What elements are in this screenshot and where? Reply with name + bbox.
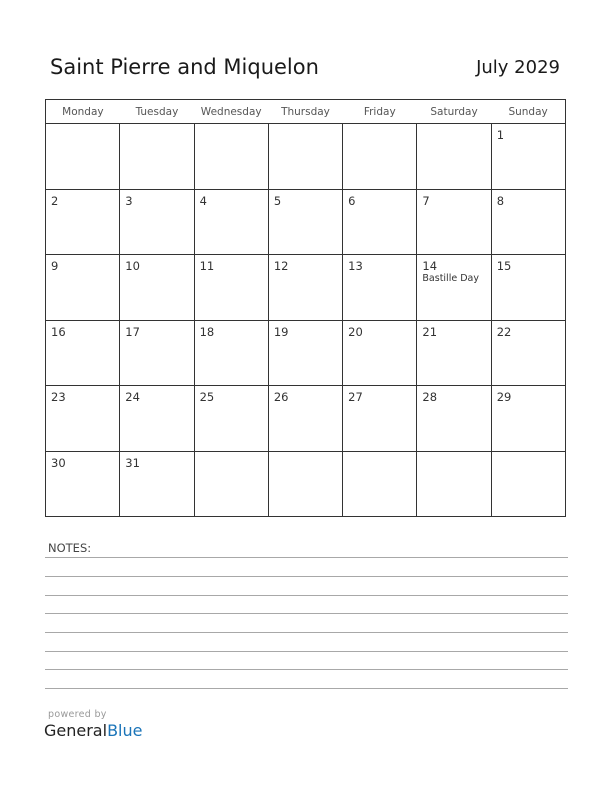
day-cell xyxy=(268,386,342,452)
weekday-header: Monday xyxy=(46,100,120,124)
day-cell xyxy=(194,386,268,452)
day-number: 20 xyxy=(348,324,363,339)
brand-general-text: General xyxy=(44,721,108,740)
day-cell xyxy=(343,320,417,386)
day-cell xyxy=(491,124,565,190)
weekday-header-row xyxy=(46,100,566,124)
notes-label: NOTES: xyxy=(48,541,92,555)
brand-logo[interactable] xyxy=(44,721,142,740)
note-line xyxy=(45,688,568,689)
day-cell xyxy=(343,451,417,517)
day-number: 31 xyxy=(125,455,140,470)
day-cell xyxy=(268,255,342,321)
day-cell xyxy=(417,320,491,386)
day-cell xyxy=(46,124,120,190)
holiday-label: Bastille Day xyxy=(422,273,479,284)
day-number: 8 xyxy=(496,193,505,208)
day-number: 24 xyxy=(125,390,140,404)
day-number: 13 xyxy=(348,259,363,273)
brand-blue-text: Blue xyxy=(107,721,143,740)
day-cell xyxy=(343,386,417,452)
day-cell xyxy=(417,451,491,517)
weekday-header: Wednesday xyxy=(194,100,268,124)
note-line xyxy=(45,557,568,558)
day-number: 27 xyxy=(348,390,363,404)
note-line xyxy=(45,595,568,596)
day-cell xyxy=(417,255,491,321)
day-number: 26 xyxy=(273,390,289,404)
week-row xyxy=(46,189,566,255)
week-row xyxy=(46,124,566,190)
day-number: 16 xyxy=(51,324,66,339)
day-number: 15 xyxy=(496,259,512,273)
day-cell xyxy=(120,189,194,255)
day-cell xyxy=(491,255,565,321)
day-number: 6 xyxy=(348,193,356,208)
week-row xyxy=(46,320,566,386)
day-cell xyxy=(268,124,342,190)
weekday-header: Sunday xyxy=(491,100,565,124)
day-cell xyxy=(343,189,417,255)
day-cell xyxy=(46,320,120,386)
note-line xyxy=(45,576,568,577)
day-cell xyxy=(120,255,194,321)
day-number: 7 xyxy=(422,193,430,208)
day-cell xyxy=(491,189,565,255)
month-label: July 2029 xyxy=(476,57,560,78)
day-number: 14 xyxy=(422,259,438,273)
day-number: 18 xyxy=(199,324,215,339)
day-cell xyxy=(343,124,417,190)
day-cell xyxy=(268,189,342,255)
day-cell xyxy=(46,451,120,517)
day-cell xyxy=(491,386,565,452)
day-number: 3 xyxy=(125,193,133,208)
day-cell xyxy=(120,320,194,386)
day-cell xyxy=(268,451,342,517)
day-number: 12 xyxy=(273,259,289,273)
note-line xyxy=(45,669,568,670)
day-number: 10 xyxy=(125,259,140,273)
day-cell xyxy=(194,189,268,255)
day-number: 19 xyxy=(273,324,289,339)
note-line xyxy=(45,632,568,633)
day-number: 23 xyxy=(51,390,66,404)
day-cell xyxy=(491,451,565,517)
day-number: 4 xyxy=(199,193,207,208)
day-cell xyxy=(417,386,491,452)
day-cell xyxy=(194,451,268,517)
day-number: 25 xyxy=(199,390,215,404)
day-cell xyxy=(120,124,194,190)
weekday-header: Thursday xyxy=(268,100,342,124)
day-cell xyxy=(343,255,417,321)
day-cell xyxy=(194,320,268,386)
day-number: 9 xyxy=(51,259,59,273)
day-number: 21 xyxy=(422,324,438,339)
powered-by-text: powered by xyxy=(48,709,107,720)
weekday-header: Friday xyxy=(343,100,417,124)
note-line xyxy=(45,613,568,614)
day-number: 29 xyxy=(496,390,512,404)
note-line xyxy=(45,651,568,652)
calendar-grid xyxy=(45,99,566,517)
day-number: 30 xyxy=(51,455,66,470)
day-number: 17 xyxy=(125,324,140,339)
day-number: 22 xyxy=(496,324,512,339)
day-number: 5 xyxy=(273,193,282,208)
day-cell xyxy=(268,320,342,386)
day-cell xyxy=(120,386,194,452)
weekday-header: Saturday xyxy=(417,100,491,124)
day-cell xyxy=(417,189,491,255)
day-cell xyxy=(46,189,120,255)
week-row xyxy=(46,386,566,452)
week-row xyxy=(46,451,566,517)
day-number: 11 xyxy=(199,259,215,273)
day-number: 28 xyxy=(422,390,438,404)
day-cell xyxy=(417,124,491,190)
weekday-header: Tuesday xyxy=(120,100,194,124)
day-cell xyxy=(46,386,120,452)
day-number: 1 xyxy=(496,128,505,142)
day-cell xyxy=(194,124,268,190)
day-cell xyxy=(491,320,565,386)
page-title: Saint Pierre and Miquelon xyxy=(50,55,319,79)
week-row xyxy=(46,255,566,321)
day-cell xyxy=(120,451,194,517)
day-cell xyxy=(46,255,120,321)
day-cell xyxy=(194,255,268,321)
day-number: 2 xyxy=(51,193,59,208)
